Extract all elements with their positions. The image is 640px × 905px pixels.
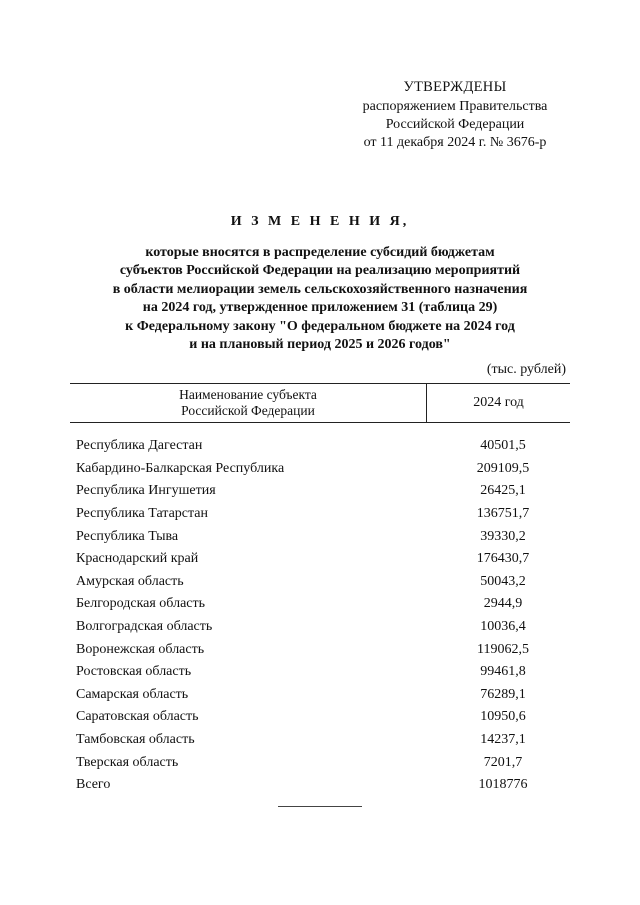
- amount-value: 119062,5: [477, 641, 529, 657]
- region-name: Саратовская область: [76, 709, 199, 725]
- region-name: Волгоградская область: [76, 619, 213, 635]
- approval-line: Российской Федерации: [385, 117, 525, 132]
- table-row: [70, 503, 570, 526]
- amount-value: 76289,1: [480, 686, 526, 702]
- region-name: Кабардино-Балкарская Республика: [76, 460, 285, 476]
- table-header: [70, 383, 570, 423]
- header-name-line: Наименование субъекта: [179, 387, 317, 402]
- table-row: [70, 706, 570, 729]
- table-row: [70, 480, 570, 503]
- approval-heading: УТВЕРЖДЕНЫ: [403, 79, 507, 95]
- amount-value: 2944,9: [483, 596, 523, 612]
- amount-value: 1018776: [478, 777, 528, 793]
- amount-value: 10950,6: [480, 709, 526, 725]
- amount-value: 176430,7: [476, 551, 530, 567]
- region-name: Республика Ингушетия: [76, 483, 216, 499]
- table-row: [70, 525, 570, 548]
- units-label: (тыс. рублей): [486, 362, 566, 377]
- amount-value: 10036,4: [480, 619, 526, 635]
- region-name: Самарская область: [76, 686, 189, 702]
- amount-value: 40501,5: [480, 438, 526, 454]
- amount-value: 14237,1: [480, 732, 526, 748]
- header-name-cell: [70, 384, 426, 422]
- title-line: и на плановый период 2025 и 2026 годов": [189, 337, 451, 352]
- region-name: Республика Дагестан: [76, 438, 203, 454]
- amount-value: 50043,2: [480, 573, 526, 589]
- table-row: [70, 548, 570, 571]
- subsidy-table: [70, 383, 570, 797]
- amount-value: 209109,5: [476, 460, 530, 476]
- region-name: Всего: [76, 777, 111, 793]
- table-row: [70, 638, 570, 661]
- title-line: на 2024 год, утвержденное приложением 31 (таблица 29): [142, 300, 498, 315]
- region-name: Тамбовская область: [76, 732, 195, 748]
- amount-value: 39330,2: [480, 528, 526, 544]
- table-row: [70, 684, 570, 707]
- region-name: Воронежская область: [76, 641, 205, 657]
- title-line: к Федеральному закону "О федеральном бюджете на 2024 год: [125, 318, 515, 334]
- region-name: Тверская область: [76, 754, 179, 770]
- table-row: [70, 435, 570, 458]
- approval-line: распоряжением Правительства: [362, 99, 548, 114]
- table-row: [70, 458, 570, 481]
- table-body: [70, 435, 570, 797]
- approval-block: [330, 78, 580, 152]
- amount-value: 7201,7: [483, 754, 523, 770]
- document-title: [70, 213, 570, 355]
- table-row: [70, 616, 570, 639]
- approval-line: от 11 декабря 2024 г. № 3676-р: [363, 135, 547, 150]
- title-line: в области мелиорации земель сельскохозяйственного назначения: [112, 281, 528, 297]
- table-row: [70, 593, 570, 616]
- region-name: Ростовская область: [76, 664, 192, 680]
- header-name-line: Российской Федерации: [181, 403, 315, 418]
- table-row: [70, 571, 570, 594]
- title-line: субъектов Российской Федерации на реализацию мероприятий: [119, 263, 521, 278]
- region-name: Краснодарский край: [76, 551, 199, 567]
- title-heading: И З М Е Н Е Н И Я,: [230, 214, 410, 229]
- table-row: [70, 774, 570, 797]
- region-name: Белгородская область: [76, 596, 206, 612]
- region-name: Амурская область: [76, 573, 184, 589]
- region-name: Республика Татарстан: [76, 506, 209, 522]
- title-line: которые вносятся в распределение субсидий бюджетам: [145, 244, 495, 260]
- amount-value: 99461,8: [480, 664, 526, 680]
- table-row: [70, 751, 570, 774]
- region-name: Республика Тыва: [76, 528, 179, 544]
- table-row: [70, 661, 570, 684]
- amount-value: 26425,1: [480, 483, 526, 499]
- amount-value: 136751,7: [476, 506, 530, 522]
- header-year-cell: 2024 год: [426, 384, 570, 422]
- table-row: [70, 729, 570, 752]
- end-divider: [278, 806, 362, 807]
